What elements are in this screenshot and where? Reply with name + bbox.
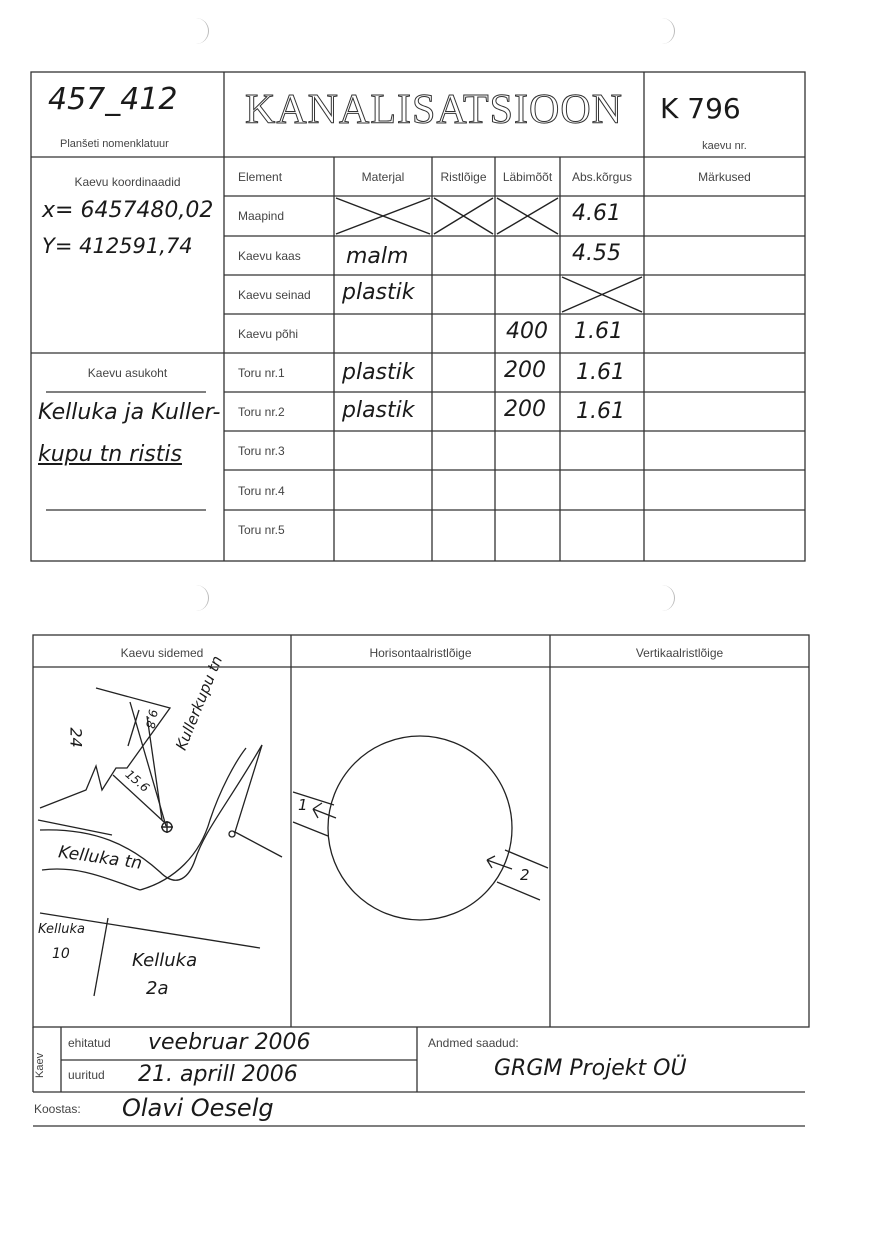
location-label: Kaevu asukoht (87, 366, 168, 380)
data-source-label: Andmed saadud: (428, 1036, 519, 1050)
house-label-kelluka-2a: Kelluka (132, 950, 198, 971)
col-header-abs-height: Abs.kõrgus (571, 170, 633, 184)
data-source-value: GRGM Projekt OÜ (494, 1056, 687, 1081)
row-material: plastik (342, 280, 415, 305)
tie-distance-b: 15.6 (122, 767, 153, 795)
house-number-10: 10 (52, 946, 70, 962)
nomenclature-value: 457_412 (48, 82, 178, 117)
coordinates-label: Kaevu koordinaadid (74, 175, 181, 189)
row-element: Toru nr.3 (238, 444, 285, 458)
row-material: malm (346, 244, 409, 269)
street-label-kelluka: Kellukа tn (57, 842, 144, 874)
building-number: 24 (66, 727, 86, 748)
well-number-label: kaevu nr. (702, 140, 747, 152)
surveyed-value: 21. aprill 2006 (138, 1062, 298, 1087)
row-element: Kaevu seinad (238, 288, 311, 302)
nomenclature-label: Planšeti nomenklatuur (60, 138, 169, 150)
row-material: plastik (342, 360, 415, 385)
col-header-element: Element (238, 170, 283, 184)
street-label-kullerkupu: Kullerkupu tn (172, 653, 227, 753)
coordinate-x: x= 6457480,02 (42, 198, 214, 223)
pipe-1-label: 1 (298, 796, 308, 814)
row-abs-height: 1.61 (574, 319, 623, 344)
row-element: Toru nr.4 (238, 484, 285, 498)
col-header-diameter: Läbimõõt (502, 170, 553, 184)
row-abs-height: 4.61 (572, 201, 621, 226)
row-element: Kaevu põhi (238, 327, 299, 341)
row-material: plastik (342, 398, 415, 423)
row-element: Toru nr.1 (238, 366, 285, 380)
house-number-2a: 2a (146, 978, 169, 999)
location-line-1: Kelluka ja Kuller- (38, 400, 221, 425)
pipe-2-label: 2 (520, 866, 530, 884)
well-side-label: Kaev (34, 1052, 46, 1078)
author-value: Olavi Oeselg (122, 1094, 274, 1122)
vertical-section-header: Vertikaalristlõige (635, 646, 724, 660)
ties-header: Kaevu sidemed (120, 646, 204, 660)
row-abs-height: 4.55 (572, 241, 621, 266)
coordinate-y: Y= 412591,74 (42, 234, 193, 258)
house-label-kelluka-10: Kelluka (38, 922, 86, 937)
tie-distance-a: 9.8 (142, 708, 161, 730)
row-element: Maapind (238, 209, 285, 223)
col-header-notes: Märkused (698, 170, 751, 184)
page-title: KANALISATSIOON (245, 87, 623, 133)
well-number-value: K 796 (660, 92, 741, 125)
row-abs-height: 1.61 (576, 360, 625, 385)
row-element: Toru nr.2 (238, 405, 285, 419)
col-header-section: Ristlõige (440, 170, 487, 184)
col-header-material: Materjal (361, 170, 405, 184)
horizontal-section-header: Horisontaalristlõige (369, 646, 472, 660)
author-label: Koostas: (34, 1102, 81, 1116)
row-abs-height: 1.61 (576, 399, 625, 424)
surveyed-label: uuritud (68, 1068, 105, 1082)
row-element: Toru nr.5 (238, 523, 285, 537)
row-element: Kaevu kaas (238, 249, 301, 263)
row-diameter: 200 (504, 397, 546, 422)
built-label: ehitatud (68, 1036, 111, 1050)
row-diameter: 200 (504, 358, 546, 383)
row-diameter: 400 (506, 319, 548, 344)
location-line-2: kupu tn ristis (38, 442, 182, 467)
built-value: veebruar 2006 (148, 1030, 311, 1055)
